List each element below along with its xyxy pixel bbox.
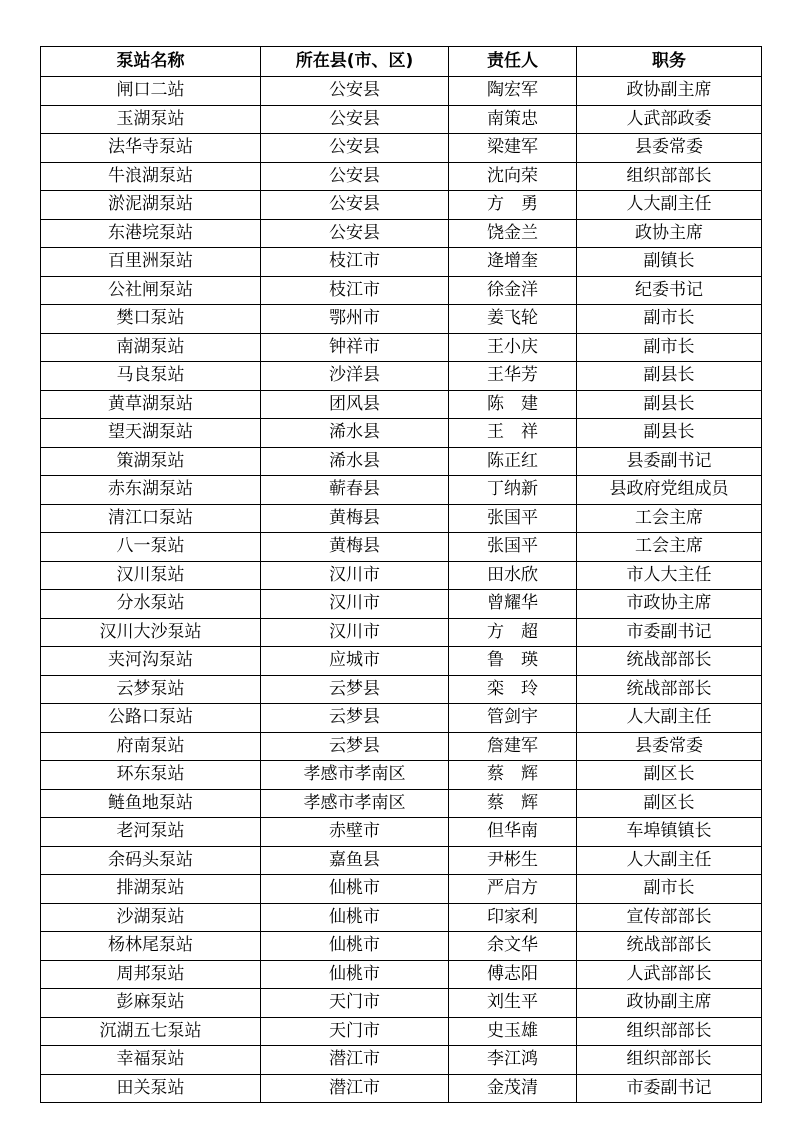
station-name-cell: 马良泵站 (41, 362, 261, 391)
position-cell: 市委副书记 (577, 618, 762, 647)
position-cell: 政协副主席 (577, 77, 762, 106)
table-row (41, 305, 762, 334)
county-cell: 公安县 (261, 105, 449, 134)
responsible-person-cell: 王华芳 (449, 362, 577, 391)
responsible-person-cell: 余文华 (449, 932, 577, 961)
table-row (41, 476, 762, 505)
county-cell: 天门市 (261, 1017, 449, 1046)
station-name-cell: 田关泵站 (41, 1074, 261, 1103)
station-name-cell: 沉湖五七泵站 (41, 1017, 261, 1046)
county-cell: 沙洋县 (261, 362, 449, 391)
station-name-cell: 公路口泵站 (41, 704, 261, 733)
responsible-person-cell: 丁纳新 (449, 476, 577, 505)
responsible-person-cell: 陈 建 (449, 390, 577, 419)
station-name-cell: 牛浪湖泵站 (41, 162, 261, 191)
responsible-person-cell: 印家利 (449, 903, 577, 932)
table-header-row (41, 47, 762, 77)
station-name-cell: 汉川大沙泵站 (41, 618, 261, 647)
station-name-cell: 云梦泵站 (41, 675, 261, 704)
position-cell: 市委副书记 (577, 1074, 762, 1103)
county-cell: 浠水县 (261, 419, 449, 448)
responsible-person-cell: 田水欣 (449, 561, 577, 590)
responsible-person-cell: 姜飞轮 (449, 305, 577, 334)
station-name-cell: 杨林尾泵站 (41, 932, 261, 961)
header-county: 所在县(市、区) (261, 47, 449, 77)
table-row (41, 675, 762, 704)
responsible-person-cell: 陈正红 (449, 447, 577, 476)
responsible-person-cell: 逄增奎 (449, 248, 577, 277)
station-name-cell: 樊口泵站 (41, 305, 261, 334)
table-row (41, 989, 762, 1018)
table-row (41, 333, 762, 362)
position-cell: 人武部政委 (577, 105, 762, 134)
county-cell: 仙桃市 (261, 960, 449, 989)
station-name-cell: 余码头泵站 (41, 846, 261, 875)
county-cell: 团风县 (261, 390, 449, 419)
county-cell: 公安县 (261, 219, 449, 248)
table-row (41, 590, 762, 619)
responsible-person-cell: 傅志阳 (449, 960, 577, 989)
position-cell: 县委常委 (577, 134, 762, 163)
county-cell: 嘉鱼县 (261, 846, 449, 875)
table-row (41, 932, 762, 961)
county-cell: 孝感市孝南区 (261, 789, 449, 818)
responsible-person-cell: 金茂清 (449, 1074, 577, 1103)
responsible-person-cell: 严启方 (449, 875, 577, 904)
station-name-cell: 望天湖泵站 (41, 419, 261, 448)
position-cell: 统战部部长 (577, 932, 762, 961)
station-name-cell: 黄草湖泵站 (41, 390, 261, 419)
position-cell: 车埠镇镇长 (577, 818, 762, 847)
position-cell: 统战部部长 (577, 647, 762, 676)
responsible-person-cell: 张国平 (449, 533, 577, 562)
county-cell: 枝江市 (261, 248, 449, 277)
responsible-person-cell: 张国平 (449, 504, 577, 533)
table-row (41, 846, 762, 875)
table-row (41, 561, 762, 590)
position-cell: 副镇长 (577, 248, 762, 277)
position-cell: 副县长 (577, 419, 762, 448)
station-name-cell: 策湖泵站 (41, 447, 261, 476)
responsible-person-cell: 曾耀华 (449, 590, 577, 619)
table-row (41, 533, 762, 562)
pump-station-table (40, 46, 762, 1103)
table-row (41, 77, 762, 106)
responsible-person-cell: 蔡 辉 (449, 789, 577, 818)
station-name-cell: 排湖泵站 (41, 875, 261, 904)
position-cell: 副县长 (577, 390, 762, 419)
table-row (41, 105, 762, 134)
responsible-person-cell: 鲁 瑛 (449, 647, 577, 676)
responsible-person-cell: 王小庆 (449, 333, 577, 362)
table-row (41, 903, 762, 932)
table-row (41, 1017, 762, 1046)
responsible-person-cell: 史玉雄 (449, 1017, 577, 1046)
position-cell: 统战部部长 (577, 675, 762, 704)
responsible-person-cell: 蔡 辉 (449, 761, 577, 790)
county-cell: 仙桃市 (261, 875, 449, 904)
responsible-person-cell: 南策忠 (449, 105, 577, 134)
responsible-person-cell: 李江鸿 (449, 1046, 577, 1075)
responsible-person-cell: 方 超 (449, 618, 577, 647)
header-station-name: 泵站名称 (41, 47, 261, 77)
station-name-cell: 公社闸泵站 (41, 276, 261, 305)
responsible-person-cell: 沈向荣 (449, 162, 577, 191)
responsible-person-cell: 刘生平 (449, 989, 577, 1018)
responsible-person-cell: 管剑宇 (449, 704, 577, 733)
station-name-cell: 清江口泵站 (41, 504, 261, 533)
county-cell: 汉川市 (261, 590, 449, 619)
county-cell: 潜江市 (261, 1074, 449, 1103)
responsible-person-cell: 徐金洋 (449, 276, 577, 305)
county-cell: 公安县 (261, 162, 449, 191)
station-name-cell: 府南泵站 (41, 732, 261, 761)
table-row (41, 761, 762, 790)
county-cell: 枝江市 (261, 276, 449, 305)
position-cell: 工会主席 (577, 533, 762, 562)
station-name-cell: 鲢鱼地泵站 (41, 789, 261, 818)
position-cell: 人武部部长 (577, 960, 762, 989)
station-name-cell: 东港垸泵站 (41, 219, 261, 248)
responsible-person-cell: 陶宏军 (449, 77, 577, 106)
responsible-person-cell: 栾 玲 (449, 675, 577, 704)
station-name-cell: 老河泵站 (41, 818, 261, 847)
table-row (41, 1046, 762, 1075)
position-cell: 市人大主任 (577, 561, 762, 590)
position-cell: 副市长 (577, 305, 762, 334)
table-row (41, 191, 762, 220)
county-cell: 钟祥市 (261, 333, 449, 362)
table-row (41, 647, 762, 676)
position-cell: 宣传部部长 (577, 903, 762, 932)
table-row (41, 390, 762, 419)
station-name-cell: 环东泵站 (41, 761, 261, 790)
table-row (41, 960, 762, 989)
position-cell: 组织部部长 (577, 1017, 762, 1046)
station-name-cell: 八一泵站 (41, 533, 261, 562)
table-row (41, 276, 762, 305)
responsible-person-cell: 梁建军 (449, 134, 577, 163)
station-name-cell: 闸口二站 (41, 77, 261, 106)
table-row (41, 875, 762, 904)
station-name-cell: 淤泥湖泵站 (41, 191, 261, 220)
table-row (41, 504, 762, 533)
county-cell: 汉川市 (261, 561, 449, 590)
position-cell: 组织部部长 (577, 1046, 762, 1075)
table-row (41, 134, 762, 163)
county-cell: 公安县 (261, 77, 449, 106)
position-cell: 人大副主任 (577, 191, 762, 220)
table-row (41, 248, 762, 277)
county-cell: 仙桃市 (261, 932, 449, 961)
table-row (41, 618, 762, 647)
county-cell: 蕲春县 (261, 476, 449, 505)
position-cell: 县委副书记 (577, 447, 762, 476)
table-row (41, 447, 762, 476)
county-cell: 潜江市 (261, 1046, 449, 1075)
position-cell: 副区长 (577, 789, 762, 818)
table-row (41, 732, 762, 761)
county-cell: 黄梅县 (261, 504, 449, 533)
position-cell: 组织部部长 (577, 162, 762, 191)
station-name-cell: 法华寺泵站 (41, 134, 261, 163)
header-responsible-person: 责任人 (449, 47, 577, 77)
position-cell: 副县长 (577, 362, 762, 391)
station-name-cell: 幸福泵站 (41, 1046, 261, 1075)
county-cell: 天门市 (261, 989, 449, 1018)
station-name-cell: 南湖泵站 (41, 333, 261, 362)
county-cell: 应城市 (261, 647, 449, 676)
responsible-person-cell: 但华南 (449, 818, 577, 847)
responsible-person-cell: 王 祥 (449, 419, 577, 448)
responsible-person-cell: 尹彬生 (449, 846, 577, 875)
header-position: 职务 (577, 47, 762, 77)
position-cell: 市政协主席 (577, 590, 762, 619)
county-cell: 仙桃市 (261, 903, 449, 932)
position-cell: 人大副主任 (577, 704, 762, 733)
station-name-cell: 周邦泵站 (41, 960, 261, 989)
county-cell: 汉川市 (261, 618, 449, 647)
station-name-cell: 赤东湖泵站 (41, 476, 261, 505)
table-row (41, 818, 762, 847)
county-cell: 鄂州市 (261, 305, 449, 334)
table-row (41, 362, 762, 391)
county-cell: 云梦县 (261, 675, 449, 704)
county-cell: 公安县 (261, 134, 449, 163)
table-row (41, 419, 762, 448)
table-row (41, 162, 762, 191)
county-cell: 浠水县 (261, 447, 449, 476)
position-cell: 人大副主任 (577, 846, 762, 875)
station-name-cell: 彭麻泵站 (41, 989, 261, 1018)
document-page (40, 46, 761, 1103)
table-row (41, 789, 762, 818)
table-row (41, 219, 762, 248)
position-cell: 政协副主席 (577, 989, 762, 1018)
position-cell: 纪委书记 (577, 276, 762, 305)
position-cell: 工会主席 (577, 504, 762, 533)
county-cell: 公安县 (261, 191, 449, 220)
station-name-cell: 玉湖泵站 (41, 105, 261, 134)
responsible-person-cell: 饶金兰 (449, 219, 577, 248)
position-cell: 副市长 (577, 875, 762, 904)
county-cell: 云梦县 (261, 704, 449, 733)
position-cell: 副区长 (577, 761, 762, 790)
station-name-cell: 分水泵站 (41, 590, 261, 619)
responsible-person-cell: 方 勇 (449, 191, 577, 220)
county-cell: 孝感市孝南区 (261, 761, 449, 790)
station-name-cell: 汉川泵站 (41, 561, 261, 590)
table-row (41, 1074, 762, 1103)
county-cell: 黄梅县 (261, 533, 449, 562)
position-cell: 副市长 (577, 333, 762, 362)
station-name-cell: 百里洲泵站 (41, 248, 261, 277)
county-cell: 云梦县 (261, 732, 449, 761)
table-body (41, 77, 762, 1103)
responsible-person-cell: 詹建军 (449, 732, 577, 761)
station-name-cell: 夹河沟泵站 (41, 647, 261, 676)
station-name-cell: 沙湖泵站 (41, 903, 261, 932)
table-row (41, 704, 762, 733)
county-cell: 赤壁市 (261, 818, 449, 847)
position-cell: 县委常委 (577, 732, 762, 761)
position-cell: 政协主席 (577, 219, 762, 248)
position-cell: 县政府党组成员 (577, 476, 762, 505)
